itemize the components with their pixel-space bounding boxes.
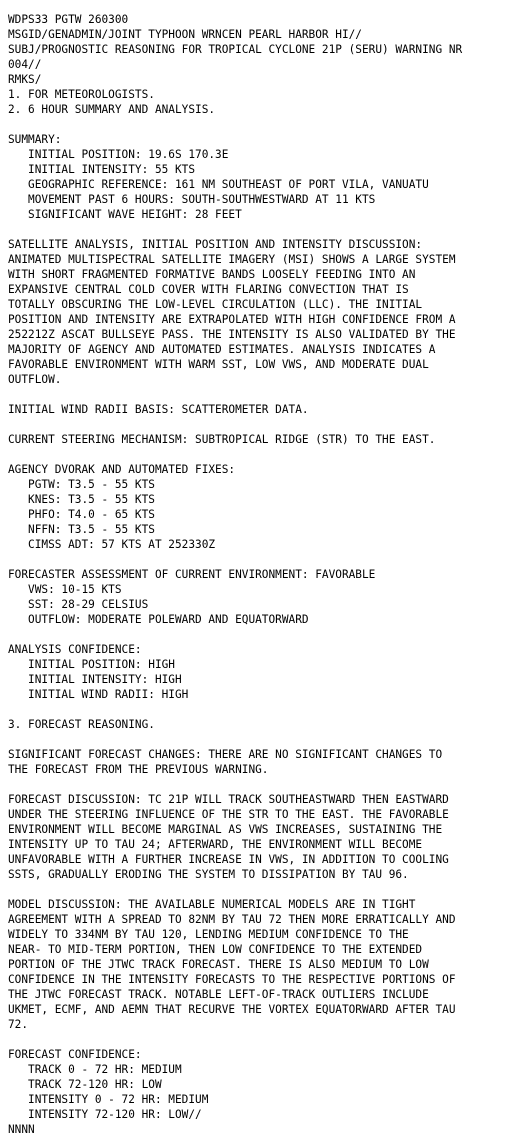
bulletin-line: UNDER THE STEERING INFLUENCE OF THE STR TO THE EAST. THE FAVORABLE	[8, 808, 449, 821]
bulletin-line: INTENSITY 72-120 HR: LOW//	[8, 1108, 202, 1121]
bulletin-line	[8, 417, 513, 432]
bulletin-line	[8, 117, 513, 132]
bulletin-line: SST: 28-29 CELSIUS	[8, 598, 149, 611]
bulletin-line: SATELLITE ANALYSIS, INITIAL POSITION AND INTENSITY DISCUSSION:	[8, 238, 423, 251]
bulletin-line: RMKS/	[8, 73, 42, 86]
bulletin-line	[8, 702, 513, 717]
bulletin-line: INITIAL INTENSITY: HIGH	[8, 673, 182, 686]
bulletin-line: INITIAL WIND RADII: HIGH	[8, 688, 189, 701]
bulletin-line: POSITION AND INTENSITY ARE EXTRAPOLATED WITH HIGH CONFIDENCE FROM A	[8, 313, 456, 326]
bulletin-line: 72.	[8, 1018, 29, 1031]
bulletin-line: VWS: 10-15 KTS	[8, 583, 122, 596]
bulletin-line: SIGNIFICANT WAVE HEIGHT: 28 FEET	[8, 208, 242, 221]
bulletin-line: NEAR- TO MID-TERM PORTION, THEN LOW CONFIDENCE TO THE EXTENDED	[8, 943, 423, 956]
bulletin-line: FORECAST DISCUSSION: TC 21P WILL TRACK SOUTHEASTWARD THEN EASTWARD	[8, 793, 449, 806]
bulletin-line: TOTALLY OBSCURING THE LOW-LEVEL CIRCULATION (LLC). THE INITIAL	[8, 298, 423, 311]
bulletin-line: SIGNIFICANT FORECAST CHANGES: THERE ARE NO SIGNIFICANT CHANGES TO	[8, 748, 443, 761]
bulletin-line	[8, 882, 513, 897]
bulletin-line: ANALYSIS CONFIDENCE:	[8, 643, 142, 656]
bulletin-line: ENVIRONMENT WILL BECOME MARGINAL AS VWS INCREASES, SUSTAINING THE	[8, 823, 443, 836]
bulletin-line: AGREEMENT WITH A SPREAD TO 82NM BY TAU 72 THEN MORE ERRATICALLY AND	[8, 913, 456, 926]
bulletin-line: FORECASTER ASSESSMENT OF CURRENT ENVIRONMENT: FAVORABLE	[8, 568, 376, 581]
bulletin-line	[8, 552, 513, 567]
bulletin-line: 252212Z ASCAT BULLSEYE PASS. THE INTENSITY IS ALSO VALIDATED BY THE	[8, 328, 456, 341]
bulletin-line: 004//	[8, 58, 42, 71]
prognostic-reasoning-bulletin	[8, 12, 513, 1137]
bulletin-line: MSGID/GENADMIN/JOINT TYPHOON WRNCEN PEARL HARBOR HI//	[8, 28, 362, 41]
bulletin-line: UNFAVORABLE WITH A FURTHER INCREASE IN VWS, IN ADDITION TO COOLING	[8, 853, 449, 866]
bulletin-line	[8, 627, 513, 642]
bulletin-line: OUTFLOW.	[8, 373, 62, 386]
bulletin-line: OUTFLOW: MODERATE POLEWARD AND EQUATORWARD	[8, 613, 309, 626]
bulletin-line: WITH SHORT FRAGMENTED FORMATIVE BANDS LOOSELY FEEDING INTO AN	[8, 268, 416, 281]
bulletin-line: MAJORITY OF AGENCY AND AUTOMATED ESTIMATES. ANALYSIS INDICATES A	[8, 343, 436, 356]
bulletin-line: EXPANSIVE CENTRAL COLD COVER WITH FLARING CONVECTION THAT IS	[8, 283, 409, 296]
bulletin-line: WIDELY TO 334NM BY TAU 120, LENDING MEDIUM CONFIDENCE TO THE	[8, 928, 409, 941]
bulletin-line: TRACK 72-120 HR: LOW	[8, 1078, 162, 1091]
bulletin-line: INTENSITY UP TO TAU 24; AFTERWARD, THE ENVIRONMENT WILL BECOME	[8, 838, 423, 851]
bulletin-line: CONFIDENCE IN THE INTENSITY FORECASTS TO THE RESPECTIVE PORTIONS OF	[8, 973, 456, 986]
bulletin-line: INITIAL INTENSITY: 55 KTS	[8, 163, 196, 176]
bulletin-line: SUMMARY:	[8, 133, 62, 146]
bulletin-line: SUBJ/PROGNOSTIC REASONING FOR TROPICAL CYCLONE 21P (SERU) WARNING NR	[8, 43, 463, 56]
bulletin-line: 3. FORECAST REASONING.	[8, 718, 155, 731]
bulletin-line: WDPS33 PGTW 260300	[8, 13, 129, 26]
bulletin-line: AGENCY DVORAK AND AUTOMATED FIXES:	[8, 463, 236, 476]
bulletin-line: 2. 6 HOUR SUMMARY AND ANALYSIS.	[8, 103, 216, 116]
bulletin-line: KNES: T3.5 - 55 KTS	[8, 493, 155, 506]
bulletin-line: MOVEMENT PAST 6 HOURS: SOUTH-SOUTHWESTWARD AT 11 KTS	[8, 193, 376, 206]
bulletin-line: GEOGRAPHIC REFERENCE: 161 NM SOUTHEAST OF PORT VILA, VANUATU	[8, 178, 429, 191]
bulletin-line: 1. FOR METEOROLOGISTS.	[8, 88, 155, 101]
bulletin-line: INITIAL POSITION: 19.6S 170.3E	[8, 148, 229, 161]
bulletin-line: NNNN	[8, 1123, 35, 1136]
bulletin-line: PHFO: T4.0 - 65 KTS	[8, 508, 155, 521]
bulletin-line: INITIAL POSITION: HIGH	[8, 658, 175, 671]
bulletin-line: PORTION OF THE JTWC TRACK FORECAST. THERE IS ALSO MEDIUM TO LOW	[8, 958, 429, 971]
bulletin-line: SSTS, GRADUALLY ERODING THE SYSTEM TO DISSIPATION BY TAU 96.	[8, 868, 409, 881]
bulletin-line: THE JTWC FORECAST TRACK. NOTABLE LEFT-OF-TRACK OUTLIERS INCLUDE	[8, 988, 429, 1001]
bulletin-line	[8, 447, 513, 462]
bulletin-line	[8, 777, 513, 792]
bulletin-line: PGTW: T3.5 - 55 KTS	[8, 478, 155, 491]
bulletin-line: FAVORABLE ENVIRONMENT WITH WARM SST, LOW VWS, AND MODERATE DUAL	[8, 358, 429, 371]
bulletin-line	[8, 732, 513, 747]
bulletin-line: CIMSS ADT: 57 KTS AT 252330Z	[8, 538, 216, 551]
bulletin-line: INTENSITY 0 - 72 HR: MEDIUM	[8, 1093, 209, 1106]
bulletin-line: ANIMATED MULTISPECTRAL SATELLITE IMAGERY (MSI) SHOWS A LARGE SYSTEM	[8, 253, 456, 266]
bulletin-line: MODEL DISCUSSION: THE AVAILABLE NUMERICAL MODELS ARE IN TIGHT	[8, 898, 416, 911]
bulletin-line: FORECAST CONFIDENCE:	[8, 1048, 142, 1061]
bulletin-line: UKMET, ECMF, AND AEMN THAT RECURVE THE VORTEX EQUATORWARD AFTER TAU	[8, 1003, 456, 1016]
bulletin-line	[8, 1032, 513, 1047]
bulletin-line: INITIAL WIND RADII BASIS: SCATTEROMETER DATA.	[8, 403, 309, 416]
bulletin-line: NFFN: T3.5 - 55 KTS	[8, 523, 155, 536]
bulletin-line: TRACK 0 - 72 HR: MEDIUM	[8, 1063, 182, 1076]
bulletin-line: CURRENT STEERING MECHANISM: SUBTROPICAL RIDGE (STR) TO THE EAST.	[8, 433, 436, 446]
bulletin-line: THE FORECAST FROM THE PREVIOUS WARNING.	[8, 763, 269, 776]
bulletin-line	[8, 222, 513, 237]
bulletin-line	[8, 387, 513, 402]
